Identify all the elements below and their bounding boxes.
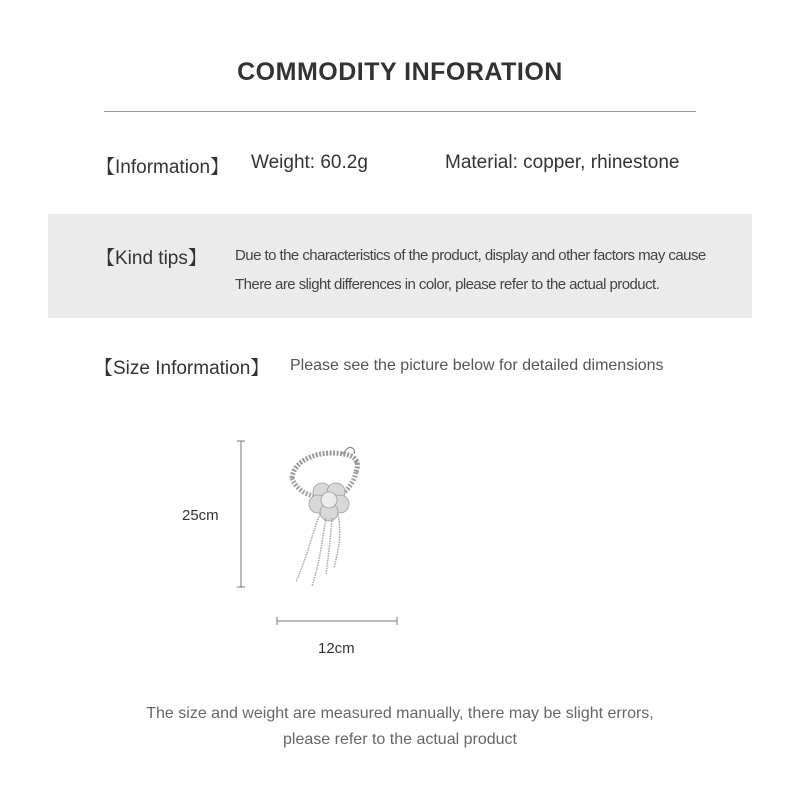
kind-tips-line-2: There are slight differences in color, please refer to the actual product. [235, 276, 660, 293]
kind-tips-label: 【Kind tips】 [96, 248, 207, 269]
necklace-image [282, 444, 382, 590]
width-label: 12cm [318, 640, 355, 657]
kind-tips-panel [48, 214, 752, 318]
information-label: 【Information】 [96, 157, 230, 178]
page-title: COMMODITY INFORATION [237, 58, 563, 86]
height-measure-line [236, 440, 246, 588]
size-information-label: 【Size Information】 [94, 358, 270, 379]
material-value: Material: copper, rhinestone [445, 152, 680, 173]
width-measure-line [276, 616, 398, 626]
information-row [96, 152, 736, 178]
title-divider [104, 111, 696, 112]
footer-note-line-1: The size and weight are measured manually, there may be slight errors, [146, 705, 654, 722]
footer-note-line-2: please refer to the actual product [283, 731, 517, 748]
height-label: 25cm [182, 507, 219, 524]
size-information-description: Please see the picture below for detailed dimensions [290, 357, 664, 374]
weight-value: Weight: 60.2g [251, 152, 368, 173]
kind-tips-line-1: Due to the characteristics of the product, display and other factors may cause [235, 247, 706, 264]
